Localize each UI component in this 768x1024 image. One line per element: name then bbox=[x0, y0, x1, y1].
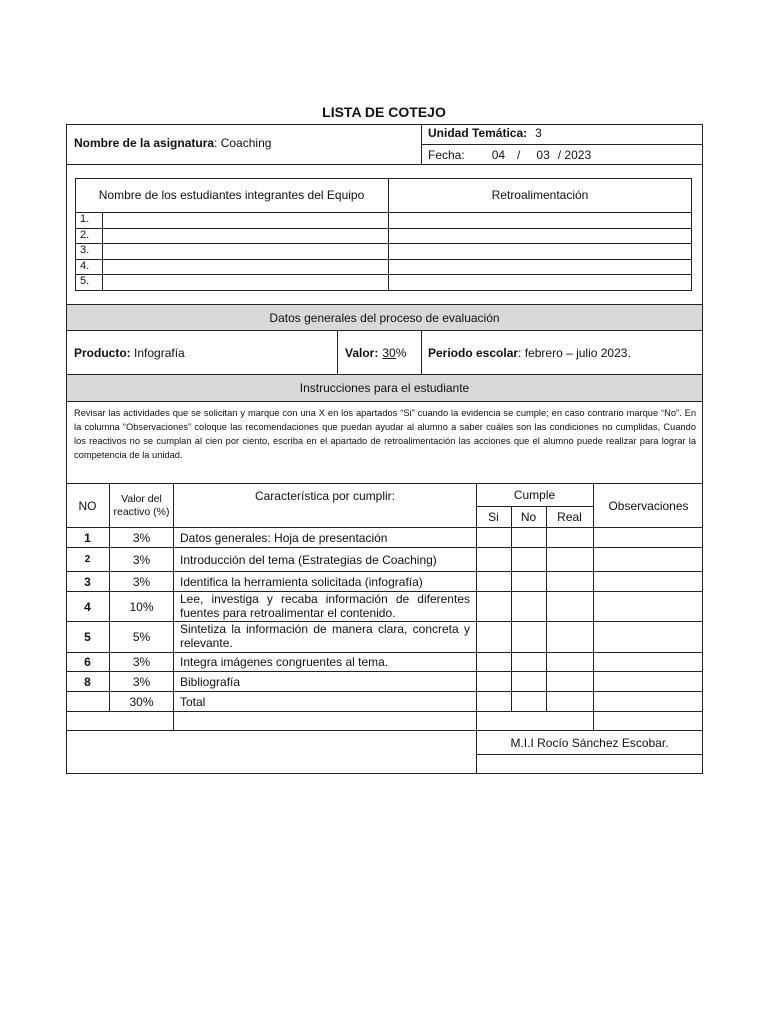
student-row-number: 3. bbox=[80, 244, 90, 256]
header-real: Real bbox=[557, 510, 582, 524]
fecha-day: 04 bbox=[491, 147, 506, 162]
firma-name: M.I.I Rocío Sánchez Escobar. bbox=[510, 735, 669, 750]
students-header-line bbox=[75, 212, 692, 213]
header-observaciones: Observaciones bbox=[608, 498, 689, 513]
valor-suffix: % bbox=[395, 345, 407, 360]
row-desc: Integra imágenes congruentes al tema. bbox=[180, 655, 389, 669]
criteria-col-line bbox=[511, 506, 512, 711]
unidad-field bbox=[428, 124, 542, 142]
row-valor: 3% bbox=[132, 552, 151, 567]
row-valor: 3% bbox=[132, 530, 151, 545]
row-valor: 10% bbox=[129, 599, 154, 614]
row-desc: Introducción del tema (Estrategias de Coaching) bbox=[180, 552, 437, 567]
header-no: NO bbox=[78, 498, 97, 513]
students-col1-header: Nombre de los estudiantes integrantes del Equipo bbox=[98, 188, 365, 202]
asignatura-field bbox=[74, 134, 271, 152]
instrucciones-header: Instrucciones para el estudiante bbox=[67, 374, 702, 402]
criteria-col-line bbox=[546, 506, 547, 711]
fecha-year: / 2023 bbox=[557, 147, 592, 162]
row-desc: Datos generales: Hoja de presentación bbox=[180, 530, 388, 545]
row-desc: Bibliografía bbox=[180, 674, 241, 689]
student-row-number: 2. bbox=[80, 229, 90, 241]
valor-value: 30 bbox=[382, 345, 396, 360]
header-cumple: Cumple bbox=[513, 488, 556, 502]
periodo-value: : febrero – julio 2023. bbox=[518, 345, 631, 360]
students-line bbox=[75, 274, 692, 275]
row-number: 1 bbox=[84, 530, 91, 545]
row-number: 5 bbox=[84, 630, 91, 644]
students-line bbox=[75, 259, 692, 260]
total-label: Total bbox=[180, 694, 206, 709]
header-bottom bbox=[66, 164, 703, 165]
header-caracteristica: Característica por cumplir: bbox=[254, 489, 396, 503]
row-number: 2 bbox=[84, 554, 91, 565]
producto-field bbox=[74, 331, 185, 374]
fecha-label: Fecha: bbox=[428, 147, 465, 162]
unidad-value: 3 bbox=[535, 126, 542, 140]
row-number: 4 bbox=[84, 599, 91, 614]
row-number: 8 bbox=[84, 674, 91, 689]
student-row-number: 4. bbox=[80, 260, 90, 272]
valor-field bbox=[345, 331, 406, 374]
row-valor: 5% bbox=[132, 630, 151, 644]
criteria-col-line bbox=[173, 483, 174, 730]
producto-value: Infografía bbox=[130, 345, 185, 360]
fecha-month: 03 bbox=[536, 147, 550, 162]
datos-generales-header: Datos generales del proceso de evaluación bbox=[67, 304, 702, 331]
row-number: 6 bbox=[84, 655, 91, 669]
producto-label: Producto: bbox=[74, 345, 131, 360]
header-si: Si bbox=[488, 510, 499, 524]
students-line bbox=[75, 243, 692, 244]
asignatura-label: Nombre de la asignatura bbox=[74, 136, 215, 150]
row-number: 3 bbox=[84, 574, 91, 589]
student-row-number: 5. bbox=[80, 275, 90, 287]
periodo-label: Periodo escolar bbox=[428, 345, 519, 360]
unidad-label: Unidad Temática: bbox=[428, 126, 528, 140]
students-line bbox=[75, 228, 692, 229]
row-valor: 3% bbox=[132, 574, 151, 589]
fecha-field bbox=[428, 145, 591, 164]
criteria-row-line bbox=[66, 711, 703, 712]
producto-divider bbox=[337, 331, 338, 374]
instrucciones-text: Revisar las actividades que se solicitan y marque con una X en los apartados “Si” cuando la evidencia se cumple; en caso contrario marque “No”. En la columna “Observaciones” coloque las recomendaciones que puedan ayudar al alumno a saber cuáles son las condiciones no cumplidas, Cuando los reactivos no se cumplan al cien por ciento, escriba en el apartado de retroalimentación las acciones que el alumno puede realizar para lograr la competencia de la unidad. bbox=[74, 408, 696, 460]
row-desc: Identifica la herramienta solicitada (infografía) bbox=[180, 574, 423, 589]
document-title: LISTA DE COTEJO bbox=[322, 104, 446, 120]
firma-line bbox=[476, 754, 703, 755]
valor-label: Valor: bbox=[345, 345, 379, 360]
valor-divider bbox=[421, 331, 422, 374]
total-valor: 30% bbox=[129, 694, 154, 709]
header-no2: No bbox=[520, 510, 537, 524]
student-row-number: 1. bbox=[80, 213, 90, 225]
row-valor: 3% bbox=[132, 674, 151, 689]
asignatura-value: : Coaching bbox=[214, 136, 272, 150]
row-desc: Sintetiza la información de manera clara, concreta y relevante. bbox=[180, 622, 470, 650]
header-valor: Valor del reactivo (%) bbox=[113, 492, 170, 518]
periodo-field bbox=[428, 331, 631, 374]
row-valor: 3% bbox=[132, 655, 151, 669]
fecha-sep: / bbox=[517, 147, 521, 162]
students-col2-header: Retroalimentación bbox=[491, 188, 589, 202]
row-desc: Lee, investiga y recaba información de diferentes fuentes para retroalimentar el contenido. bbox=[180, 592, 470, 620]
students-num-divider bbox=[102, 212, 103, 291]
